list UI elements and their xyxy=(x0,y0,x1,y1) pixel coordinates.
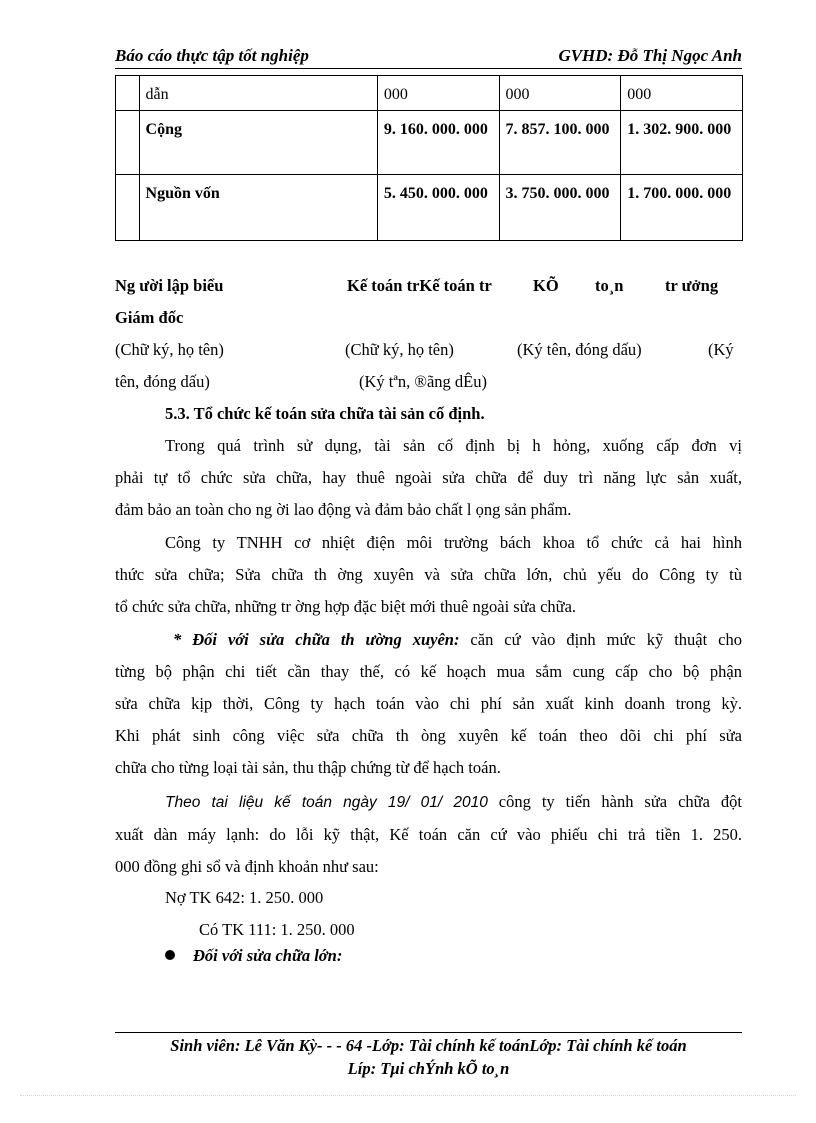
section-heading: 5.3. Tổ chức kế toán sửa chữa tài sản cố định. xyxy=(165,404,485,423)
journal-debit: Nợ TK 642: 1. 250. 000 xyxy=(165,888,324,907)
row-value: 7. 857. 100. 000 xyxy=(499,111,621,175)
row-value: 3. 750. 000. 000 xyxy=(499,175,621,241)
regular-repair-label: * Đối với sửa chữa th ường xuyên: xyxy=(173,630,460,649)
table-row xyxy=(116,175,743,241)
paragraph-line: Công ty TNHH cơ nhiệt điện môi trường bách khoa tổ chức cả hai hình xyxy=(165,533,742,552)
row-value: 000 xyxy=(499,76,621,111)
bullet-icon xyxy=(165,950,175,960)
paragraph-line: xuất dàn máy lạnh: do lỗi kỹ thật, Kế toán căn cứ vào phiếu chi trả tiền 1. 250. xyxy=(115,825,742,844)
signature-titles xyxy=(115,270,742,302)
paragraph-line: sửa chữa kịp thời, Công ty hạch toán vào chi phí sản xuất kinh doanh trong kỳ. xyxy=(115,694,742,713)
sig-note-6: (Ký tªn, ®ãng dÊu) xyxy=(359,372,487,391)
paragraph-1 xyxy=(115,430,742,526)
row-value: 000 xyxy=(377,76,499,111)
signature-notes-2 xyxy=(115,366,742,398)
row-label: dẫn xyxy=(139,76,377,111)
signature-notes xyxy=(115,334,742,366)
paragraph-3 xyxy=(115,624,742,784)
paragraph-line: đảm bảo an toàn cho ng ời lao động và đảm bảo chất l ọng sản phẩm. xyxy=(115,500,572,519)
sig-note-5: tên, đóng dấu) xyxy=(115,372,210,391)
row-label: Nguồn vốn xyxy=(139,175,377,241)
row-value: 000 xyxy=(621,76,743,111)
finance-table xyxy=(115,75,743,241)
major-repair-heading: Đối với sửa chữa lớn: xyxy=(193,946,343,965)
page-header xyxy=(115,44,742,69)
footer-line-2: Líp: Tµi chÝnh kÕ to¸n xyxy=(347,1059,510,1078)
paragraph-line: 000 đồng ghi sổ và định khoản như sau: xyxy=(115,857,379,876)
sig-director: Giám đốc xyxy=(115,308,184,327)
sig-note-2: (Chữ ký, họ tên) xyxy=(345,340,454,359)
row-value: 1. 302. 900. 000 xyxy=(621,111,743,175)
sig-chief-accountant-garbled: KÕ xyxy=(533,276,559,295)
paragraph-line xyxy=(115,786,742,819)
paragraph-line: Trong quá trình sử dụng, tài sản cố định bị h hỏng, xuống cấp đơn vị xyxy=(165,436,742,455)
paragraph-line: Khi phát sinh công việc sửa chữa th òng xuyên kế toán theo dõi chi phí sửa xyxy=(115,726,742,745)
sig-preparer: Ng ười lập biểu xyxy=(115,276,224,295)
source-reference: Theo tai liệu kế toán ngày 19/ 01/ 2010 xyxy=(165,794,488,811)
sig-chief-accountant: Kế toán trKế toán tr xyxy=(347,276,492,295)
sig-note-3: (Ký tên, đóng dấu) xyxy=(517,340,642,359)
header-report-title: Báo cáo thực tập tốt nghiệp xyxy=(115,46,309,65)
row-value: 1. 700. 000. 000 xyxy=(621,175,743,241)
table-row xyxy=(116,76,743,111)
journal-credit: Có TK 111: 1. 250. 000 xyxy=(199,920,355,939)
row-label: Cộng xyxy=(139,111,377,175)
sig-note-4: (Ký xyxy=(708,340,734,359)
header-supervisor: GVHD: Đỗ Thị Ngọc Anh xyxy=(558,46,742,65)
paragraph-4 xyxy=(115,786,742,883)
sig-note-1: (Chữ ký, họ tên) xyxy=(115,340,224,359)
paragraph-2 xyxy=(115,527,742,623)
row-value: 5. 450. 000. 000 xyxy=(377,175,499,241)
paragraph-line: thức sửa chữa; Sửa chữa th ờng xuyên và sửa chữa lớn, chủ yếu do Công ty tù xyxy=(115,565,742,584)
sig-chief-accountant-garbled-3: tr ưởng xyxy=(665,276,719,295)
paragraph-line: phải tự tổ chức sửa chữa, hay thuê ngoài sửa chữa để duy trì năng lực sản xuất, xyxy=(115,468,742,487)
row-value: 9. 160. 000. 000 xyxy=(377,111,499,175)
table-row xyxy=(116,111,743,175)
paragraph-line: tổ chức sửa chữa, những tr ờng hợp đặc biệt mới thuê ngoài sửa chữa. xyxy=(115,597,577,616)
paragraph-line: chữa cho từng loại tài sản, thu thập chứng từ để hạch toán. xyxy=(115,758,501,777)
footer-divider xyxy=(115,1032,742,1033)
paragraph-line xyxy=(115,624,742,656)
sig-chief-accountant-garbled-2: to¸n xyxy=(595,276,624,295)
paragraph-text: công ty tiến hành sửa chữa đột xyxy=(487,792,742,811)
paragraph-line: từng bộ phận chi tiết cần thay thế, có kế hoạch mua sắm cung cấp cho bộ phận xyxy=(115,662,742,681)
footer-line-1: Sinh viên: Lê Văn Kỳ- - - 64 -Lớp: Tài chính kế toánLớp: Tài chính kế toán xyxy=(170,1036,687,1055)
paragraph-text: căn cứ vào định mức kỹ thuật cho xyxy=(459,630,742,649)
page-edge-divider xyxy=(20,1095,796,1096)
